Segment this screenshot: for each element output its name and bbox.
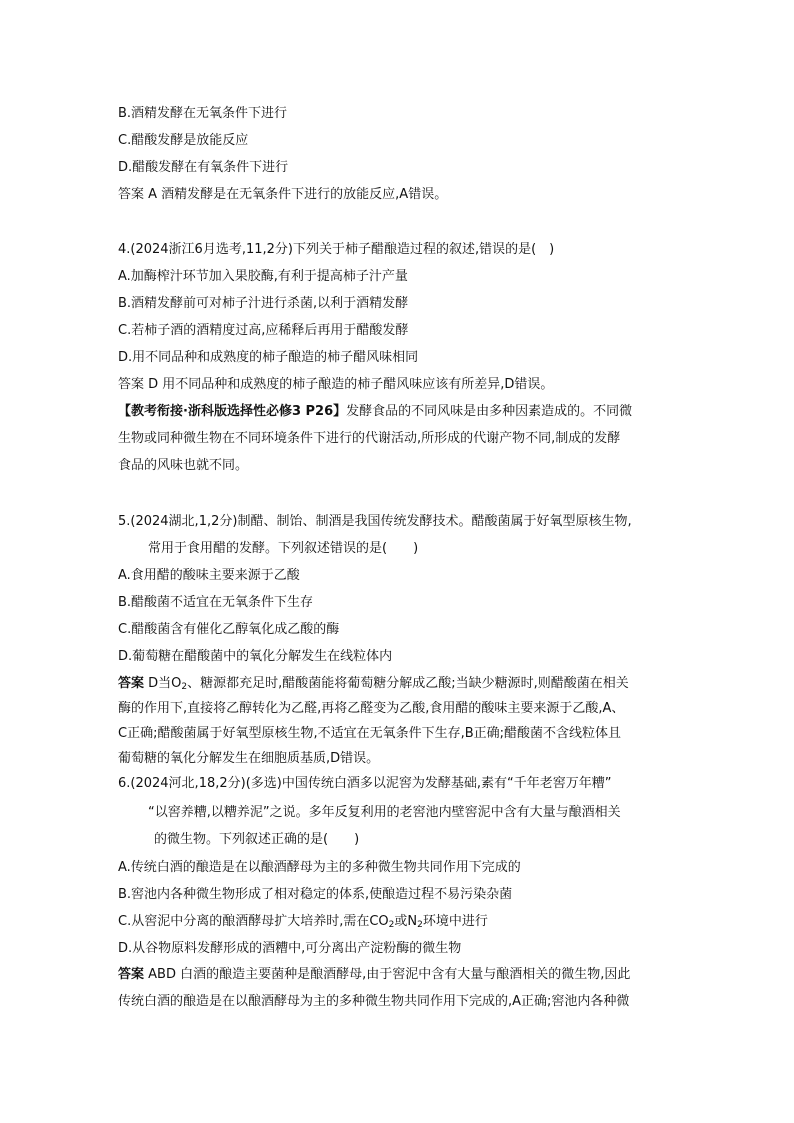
q5-option-d: D.葡萄糖在醋酸菌中的氧化分解发生在线粒体内 [118, 649, 393, 664]
q4-option-b: B.酒精发酵前可对柿子汁进行杀菌,以利于酒精发酵 [118, 296, 409, 311]
answer-label: 答案 [118, 377, 145, 392]
textbook-link-text: 发酵食品的不同风味是由多种因素造成的。不同微 [346, 404, 633, 419]
q6-option-d: D.从谷物原料发酵形成的酒糟中,可分离出产淀粉酶的微生物 [118, 941, 462, 956]
answer-label: 答案 [118, 676, 145, 691]
q6-answer-line2: 传统白酒的酿造是在以酿酒酵母为主的多种微生物共同作用下完成的,A正确;窖池内各种微 [118, 994, 630, 1009]
q3-option-c: C.醋酸发酵是放能反应 [118, 133, 249, 148]
q4-textbook-link [118, 400, 708, 424]
q6-stem: 6.(2024河北,18,2分)(多选)中国传统白酒多以泥窖为发酵基础,素有“千年老窖万年糟” [118, 776, 612, 791]
q6-stem-line2: “以窖养糟,以糟养泥”之说。多年反复利用的老窖池内壁窖泥中含有大量与酿酒相关 [148, 805, 621, 820]
textbook-link-label: 【教考衔接·浙科版选择性必修3 P26】 [118, 404, 347, 419]
q5-stem: 5.(2024湖北,1,2分)制醋、制饴、制酒是我国传统发酵技术。醋酸菌属于好氧型原核生物, [118, 514, 632, 529]
subscript: 2 [181, 682, 188, 692]
q5-answer-line3: C正确;醋酸菌属于好氧型原核生物,不适宜在无氧条件下生存,B正确;醋酸菌不含线粒体且 [118, 726, 622, 741]
q3-answer [118, 183, 708, 207]
answer-label: 答案 [118, 187, 145, 202]
subscript: 2 [388, 920, 395, 930]
answer-text: D 用不同品种和成熟度的柿子酿造的柿子醋风味应该有所差异,D错误。 [144, 377, 554, 392]
answer-text: ABD 白酒的酿造主要菌种是酿酒酵母,由于窖泥中含有大量与酿酒相关的微生物,因此 [144, 967, 631, 982]
answer-text: A 酒精发酵是在无氧条件下进行的放能反应,A错误。 [144, 187, 448, 202]
q5-answer-line2: 酶的作用下,直接将乙醇转化为乙醛,再将乙醛变为乙酸,食用醋的酸味主要来源于乙酸,A、 [118, 701, 625, 716]
option-text-pre: C.从窖泥中分离的酿酒酵母扩大培养时,需在CO [118, 914, 389, 929]
answer-text-pre: D当O [144, 676, 182, 691]
q4-option-d: D.用不同品种和成熟度的柿子酿造的柿子醋风味相同 [118, 350, 419, 365]
q6-option-b: B.窖池内各种微生物形成了相对稳定的体系,使酿造过程不易污染杂菌 [118, 887, 513, 902]
q4-stem: 4.(2024浙江6月选考,11,2分)下列关于柿子醋酿造过程的叙述,错误的是( ) [118, 242, 555, 257]
q4-answer [118, 373, 708, 397]
q4-textbook-line3: 食品的风味也就不同。 [118, 458, 249, 473]
q4-option-c: C.若柿子酒的酒精度过高,应稀释后再用于醋酸发酵 [118, 323, 409, 338]
q5-answer [118, 672, 708, 696]
q5-answer-line4: 葡萄糖的氧化分解发生在细胞质基质,D错误。 [118, 751, 380, 766]
subscript: 2 [417, 920, 423, 930]
q4-option-a: A.加酶榨汁环节加入果胶酶,有利于提高柿子汁产量 [118, 269, 408, 284]
q6-answer [118, 963, 708, 987]
q5-option-b: B.醋酸菌不适宜在无氧条件下生存 [118, 595, 314, 610]
q6-option-a: A.传统白酒的酿造是在以酿酒酵母为主的多种微生物共同作用下完成的 [118, 860, 521, 875]
answer-text-rest: 、糖源都充足时,醋酸菌能将葡萄糖分解成乙酸;当缺少糖源时,则醋酸菌在相关 [187, 676, 629, 691]
answer-label: 答案 [118, 967, 145, 982]
q4-textbook-line2: 生物或同种微生物在不同环境条件下进行的代谢活动,所形成的代谢产物不同,制成的发酵 [118, 431, 621, 446]
q5-option-c: C.醋酸菌含有催化乙醇氧化成乙酸的酶 [118, 622, 340, 637]
q5-option-a: A.食用醋的酸味主要来源于乙酸 [118, 568, 300, 583]
q3-option-d: D.醋酸发酵在有氧条件下进行 [118, 160, 289, 175]
option-text-mid: 或N [394, 914, 418, 929]
q6-option-c [118, 910, 708, 934]
option-text-post: 环境中进行 [422, 914, 488, 929]
q3-option-b: B.酒精发酵在无氧条件下进行 [118, 106, 288, 121]
q6-stem-line3: 的微生物。下列叙述正确的是( ) [154, 832, 360, 847]
q5-stem-line2: 常用于食用醋的发酵。下列叙述错误的是( ) [148, 541, 419, 556]
